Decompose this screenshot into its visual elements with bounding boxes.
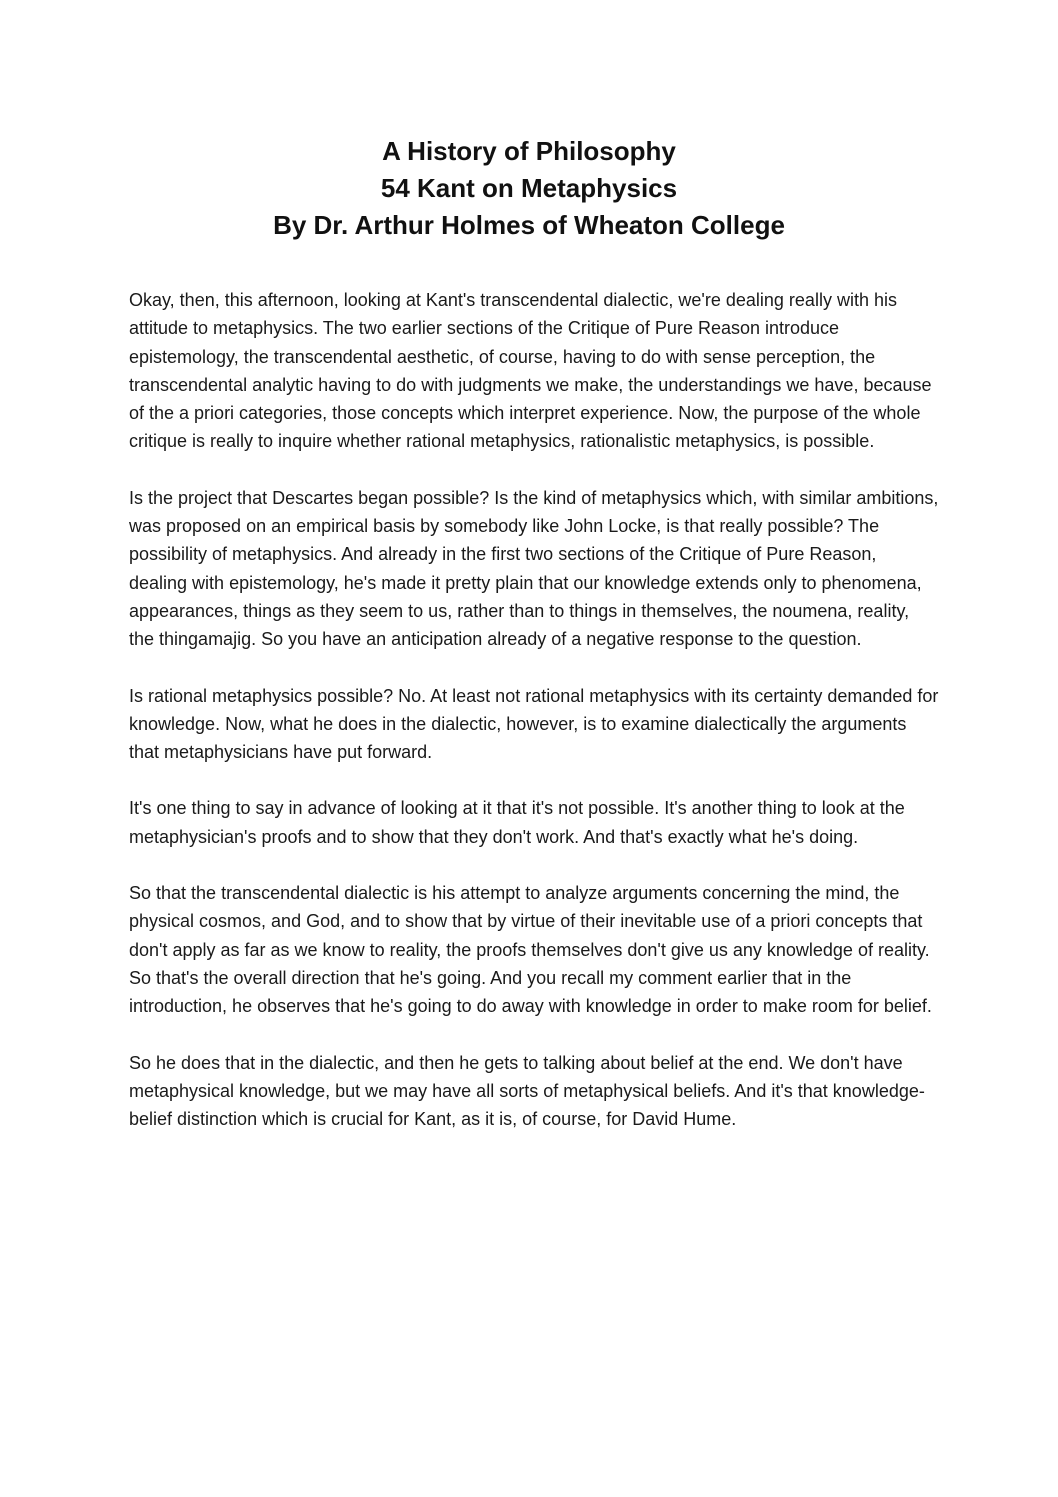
title-lecture: 54 Kant on Metaphysics bbox=[380, 173, 678, 203]
paragraph-4: It's one thing to say in advance of looking at it that it's not possible. It's another thing to look at the metaphysician's proofs and to show that they don't work. And that's exactly what he's doing. bbox=[129, 798, 905, 847]
paragraph-3: Is rational metaphysics possible? No. At least not rational metaphysics with its certainty demanded for knowledge. Now, what he does in the dialectic, however, is to examine dialectically the arguments that metaphysicians have put forward. bbox=[129, 685, 939, 763]
document-title bbox=[0, 133, 1058, 244]
paragraph-1: Okay, then, this afternoon, looking at Kant's transcendental dialectic, we're dealing really with his attitude to metaphysics. The two earlier sections of the Critique of Pure Reason introduce epistemology, the transcendental aesthetic, of course, having to do with sense perception, the transcendental analytic having to do with judgments we make, the understandings we have, because of the a priori categories, those concepts which interpret experience. Now, the purpose of the whole critique is really to inquire whether rational metaphysics, rationalistic metaphysics, is possible. bbox=[129, 290, 932, 452]
title-author: By Dr. Arthur Holmes of Wheaton College bbox=[273, 210, 785, 240]
paragraph-6: So he does that in the dialectic, and then he gets to talking about belief at the end. We don't have metaphysical knowledge, but we may have all sorts of metaphysical beliefs. And it's that knowledge-belief distinction which is crucial for Kant, as it is, of course, for David Hume. bbox=[129, 1052, 925, 1130]
paragraph-5: So that the transcendental dialectic is his attempt to analyze arguments concerning the mind, the physical cosmos, and God, and to show that by virtue of their inevitable use of a priori concepts that don't apply as far as we know to reality, the proofs themselves don't give us any knowledge of reality. So that's the overall direction that he's going. And you recall my comment earlier that in the introduction, he observes that he's going to do away with knowledge in order to make room for belief. bbox=[129, 883, 932, 1017]
document-body bbox=[129, 286, 939, 1161]
title-series: A History of Philosophy bbox=[382, 136, 676, 166]
paragraph-2: Is the project that Descartes began possible? Is the kind of metaphysics which, with similar ambitions, was proposed on an empirical basis by somebody like John Locke, is that really possible? The possibility of metaphysics. And already in the first two sections of the Critique of Pure Reason, dealing with epistemology, he's made it pretty plain that our knowledge extends only to phenomena, appearances, things as they seem to us, rather than to things in themselves, the noumena, reality, the thingamajig. So you have an anticipation already of a negative response to the question. bbox=[129, 487, 939, 650]
